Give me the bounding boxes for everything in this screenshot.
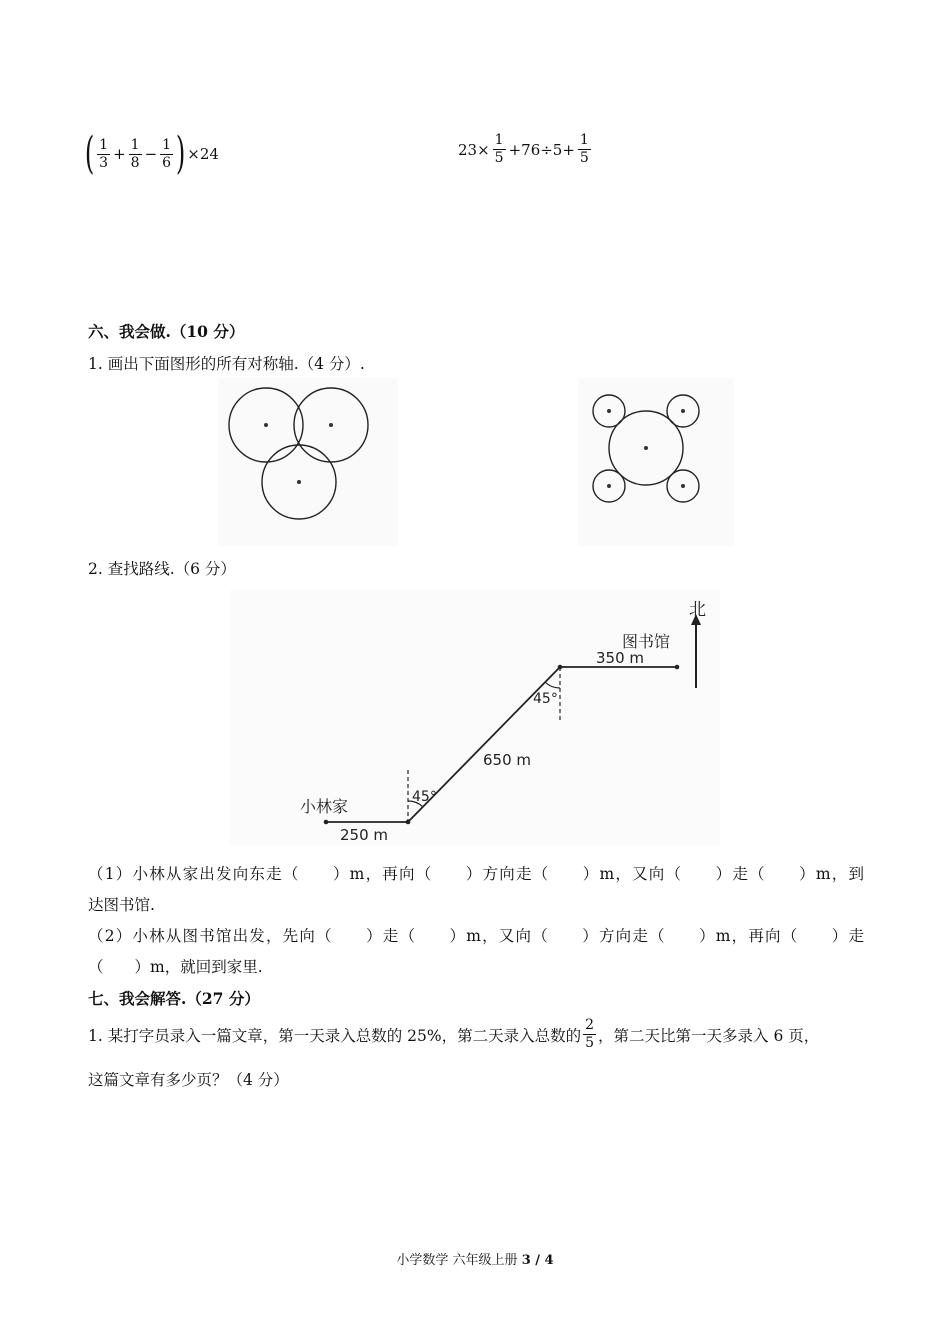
distance-350: 350 m	[596, 649, 645, 667]
fraction: $\frac{1}{5}$	[579, 132, 589, 166]
angle-top-label: 45°	[533, 691, 558, 707]
page-footer	[0, 1249, 950, 1268]
route-question-1-line2: 达图书馆.	[88, 896, 155, 914]
route-question-1-line1: （1）小林从家出发向东走（ ）m，再向（ ）方向走（ ）m，又向（ ）走（ ）m，到	[88, 865, 864, 883]
expression-2: 23× $\frac{1}{5}$ +76÷5+ $\frac{1}{5}$	[458, 132, 589, 166]
question-6-2: 2. 查找路线.（6 分）	[88, 560, 236, 578]
route-question-2-line2: （ ）m，就回到家里.	[88, 958, 263, 976]
fraction: $\frac{2}{5}$	[585, 1017, 595, 1051]
footer-text: 小学数学 六年级上册	[396, 1253, 518, 1268]
fraction: $\frac{1}{6}$	[162, 136, 172, 171]
route-question-2-line1: （2）小林从图书馆出发，先向（ ）走（ ）m，又向（ ）方向走（ ）m，再向（ ）走	[88, 927, 864, 945]
right-paren: )	[175, 128, 186, 179]
route-diagram	[230, 590, 720, 845]
expression-1: ( $\frac{1}{3}$ + $\frac{1}{8}$ − $\frac{1}{6}$ ) ×24	[84, 128, 219, 179]
left-paren: (	[84, 128, 95, 179]
distance-250: 250 m	[340, 826, 389, 844]
library-label: 图书馆	[622, 632, 671, 651]
north-label: 北	[689, 600, 706, 620]
three-circles-figure	[218, 378, 398, 546]
distance-650: 650 m	[483, 751, 532, 769]
section-7-heading: 七、我会解答.（27 分）	[88, 989, 260, 1008]
question-6-1: 1. 画出下面图形的所有对称轴.（4 分）.	[88, 355, 365, 373]
fraction: $\frac{1}{8}$	[130, 136, 140, 171]
page-number: 3 / 4	[521, 1253, 554, 1268]
question-7-1-line2: 这篇文章有多少页？（4 分）	[88, 1071, 289, 1089]
question-7-1-line1: 1. 某打字员录入一篇文章，第一天录入总数的 25%，第二天录入总数的 $\frac{2}{5}$ ，第二天比第一天多录入 6 页，	[88, 1017, 820, 1051]
angle-bottom-label: 45°	[412, 789, 437, 805]
five-circles-figure	[578, 378, 734, 546]
fraction: $\frac{1}{3}$	[99, 136, 109, 171]
section-6-heading: 六、我会做.（10 分）	[88, 322, 245, 341]
fraction: $\frac{1}{5}$	[494, 132, 504, 166]
home-label: 小林家	[300, 797, 349, 816]
